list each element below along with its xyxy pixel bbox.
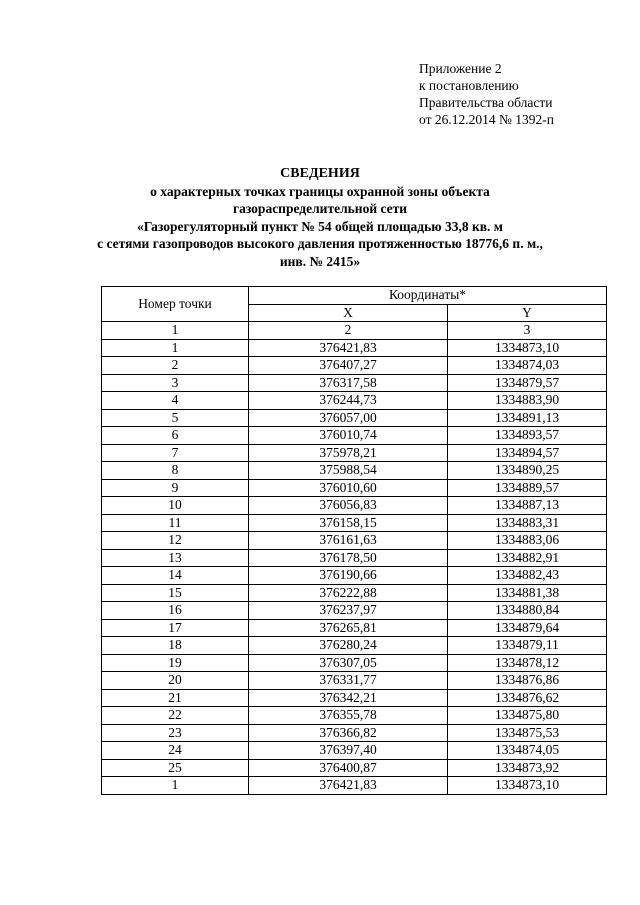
y-coordinate-cell: 1334883,31 [448,514,607,532]
table-row [102,392,607,410]
table-row [102,497,607,515]
point-number-cell: 1 [102,777,249,795]
y-coordinate-cell: 1334879,11 [448,637,607,655]
point-number-cell: 10 [102,497,249,515]
x-coordinate-cell: 376056,83 [249,497,448,515]
coordinates-table [101,286,607,795]
x-coordinate-cell: 376317,58 [249,374,448,392]
table-row [102,444,607,462]
y-coordinate-cell: 1334878,12 [448,654,607,672]
table-row [102,777,607,795]
table-row [102,409,607,427]
x-coordinate-cell: 376421,83 [249,339,448,357]
y-coordinate-cell: 1334889,57 [448,479,607,497]
point-number-cell: 6 [102,427,249,445]
table-numbering-row [102,322,607,340]
y-coordinate-cell: 1334893,57 [448,427,607,445]
y-coordinate-cell: 1334883,06 [448,532,607,550]
point-number-cell: 3 [102,374,249,392]
x-coordinate-cell: 376331,77 [249,672,448,690]
x-coordinate-cell: 376222,88 [249,584,448,602]
y-coordinate-cell: 1334875,53 [448,724,607,742]
x-coordinate-cell: 376237,97 [249,602,448,620]
y-coordinate-cell: 1334887,13 [448,497,607,515]
y-coordinate-cell: 1334881,38 [448,584,607,602]
table-row [102,357,607,375]
point-number-cell: 21 [102,689,249,707]
point-number-cell: 24 [102,742,249,760]
x-coordinate-cell: 376400,87 [249,759,448,777]
y-coordinate-cell: 1334873,10 [448,339,607,357]
point-number-cell: 13 [102,549,249,567]
table-row [102,672,607,690]
table-row [102,462,607,480]
column-number: 1 [102,322,249,340]
y-coordinate-cell: 1334873,10 [448,777,607,795]
header-coordinates: Координаты* [249,287,607,305]
x-coordinate-cell: 376421,83 [249,777,448,795]
appendix-line: Приложение 2 [419,61,502,76]
point-number-cell: 14 [102,567,249,585]
x-coordinate-cell: 376280,24 [249,637,448,655]
y-coordinate-cell: 1334883,90 [448,392,607,410]
table-row [102,759,607,777]
x-coordinate-cell: 376158,15 [249,514,448,532]
x-coordinate-cell: 376355,78 [249,707,448,725]
table-row [102,514,607,532]
point-number-cell: 4 [102,392,249,410]
y-coordinate-cell: 1334879,57 [448,374,607,392]
appendix-note [419,60,554,128]
x-coordinate-cell: 376307,05 [249,654,448,672]
point-number-cell: 16 [102,602,249,620]
heading-line: «Газорегуляторный пункт № 54 общей площадью 33,8 кв. м [137,218,503,234]
y-coordinate-cell: 1334894,57 [448,444,607,462]
x-coordinate-cell: 375988,54 [249,462,448,480]
table-row [102,567,607,585]
table-row [102,742,607,760]
table-row [102,724,607,742]
x-coordinate-cell: 376057,00 [249,409,448,427]
y-coordinate-cell: 1334874,05 [448,742,607,760]
x-coordinate-cell: 376244,73 [249,392,448,410]
point-number-cell: 5 [102,409,249,427]
heading-line: газораспределительной сети [232,201,408,216]
point-number-cell: 25 [102,759,249,777]
table-row [102,707,607,725]
point-number-cell: 8 [102,462,249,480]
point-number-cell: 20 [102,672,249,690]
y-coordinate-cell: 1334879,64 [448,619,607,637]
document-title: СВЕДЕНИЯ [280,166,360,181]
table-row [102,619,607,637]
x-coordinate-cell: 376265,81 [249,619,448,637]
column-number: 3 [448,322,607,340]
y-coordinate-cell: 1334876,86 [448,672,607,690]
point-number-cell: 22 [102,707,249,725]
x-coordinate-cell: 375978,21 [249,444,448,462]
point-number-cell: 23 [102,724,249,742]
table-row [102,374,607,392]
table-row [102,427,607,445]
table-row [102,654,607,672]
x-coordinate-cell: 376366,82 [249,724,448,742]
header-y: Y [448,304,607,322]
point-number-cell: 11 [102,514,249,532]
y-coordinate-cell: 1334882,43 [448,567,607,585]
document-heading [90,165,550,270]
point-number-cell: 7 [102,444,249,462]
appendix-line: Правительства области [419,95,553,110]
x-coordinate-cell: 376161,63 [249,532,448,550]
y-coordinate-cell: 1334876,62 [448,689,607,707]
x-coordinate-cell: 376178,50 [249,549,448,567]
x-coordinate-cell: 376190,66 [249,567,448,585]
appendix-line: к постановлению [419,78,519,93]
table-row [102,479,607,497]
header-point-number: Номер точки [102,287,249,322]
point-number-cell: 9 [102,479,249,497]
y-coordinate-cell: 1334873,92 [448,759,607,777]
table-header-row [102,287,607,305]
table-body [102,339,607,794]
table-row [102,549,607,567]
table-row [102,689,607,707]
column-number: 2 [249,322,448,340]
y-coordinate-cell: 1334891,13 [448,409,607,427]
x-coordinate-cell: 376407,27 [249,357,448,375]
point-number-cell: 12 [102,532,249,550]
point-number-cell: 1 [102,339,249,357]
appendix-line: от 26.12.2014 № 1392-п [419,112,554,127]
x-coordinate-cell: 376342,21 [249,689,448,707]
x-coordinate-cell: 376010,74 [249,427,448,445]
header-x: X [249,304,448,322]
y-coordinate-cell: 1334882,91 [448,549,607,567]
heading-line: с сетями газопроводов высокого давления протяженностью 18776,6 п. м., [97,236,543,251]
x-coordinate-cell: 376397,40 [249,742,448,760]
heading-line: инв. № 2415» [279,253,361,269]
table-row [102,637,607,655]
table-row [102,602,607,620]
y-coordinate-cell: 1334880,84 [448,602,607,620]
y-coordinate-cell: 1334874,03 [448,357,607,375]
point-number-cell: 17 [102,619,249,637]
point-number-cell: 15 [102,584,249,602]
point-number-cell: 19 [102,654,249,672]
table-row [102,339,607,357]
x-coordinate-cell: 376010,60 [249,479,448,497]
point-number-cell: 18 [102,637,249,655]
table-row [102,532,607,550]
y-coordinate-cell: 1334875,80 [448,707,607,725]
heading-line: о характерных точках границы охранной зоны объекта [150,183,490,199]
point-number-cell: 2 [102,357,249,375]
table-row [102,584,607,602]
y-coordinate-cell: 1334890,25 [448,462,607,480]
